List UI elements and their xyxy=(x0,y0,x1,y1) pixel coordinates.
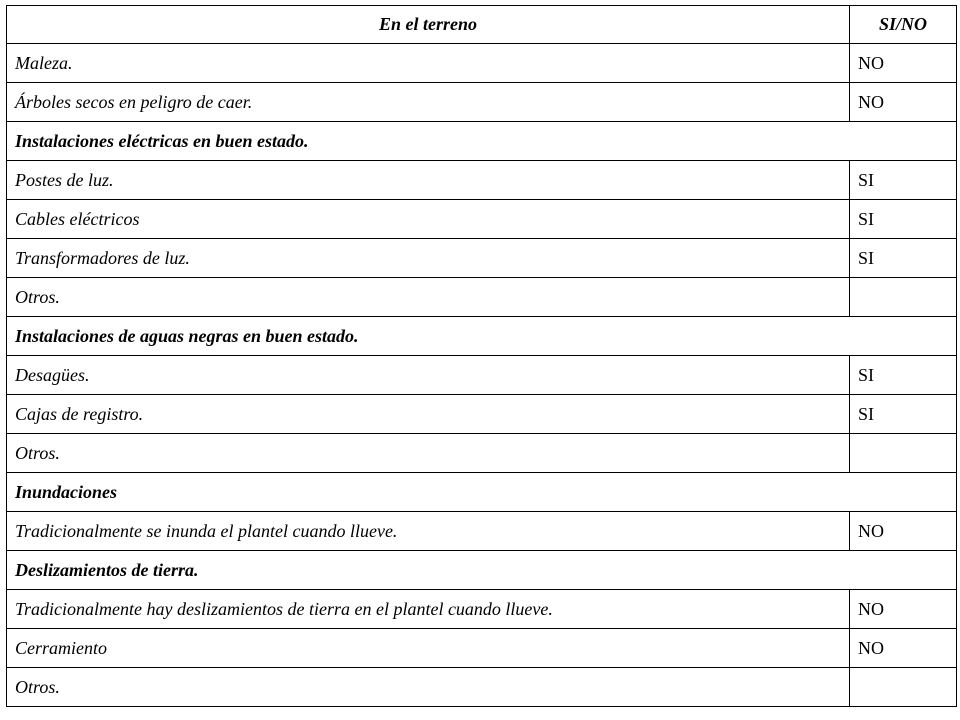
item-value: NO xyxy=(850,629,957,668)
item-label: Tradicionalmente se inunda el plantel cuando llueve. xyxy=(7,512,850,551)
item-value xyxy=(850,278,957,317)
item-value: NO xyxy=(850,590,957,629)
item-value: SI xyxy=(850,161,957,200)
table-row xyxy=(7,83,957,122)
table-row xyxy=(7,200,957,239)
item-label: Cerramiento xyxy=(7,629,850,668)
item-value xyxy=(850,434,957,473)
item-label: Transformadores de luz. xyxy=(7,239,850,278)
table-row xyxy=(7,668,957,707)
item-label: Tradicionalmente hay deslizamientos de tierra en el plantel cuando llueve. xyxy=(7,590,850,629)
item-value: NO xyxy=(850,83,957,122)
item-label: Otros. xyxy=(7,278,850,317)
section-row xyxy=(7,473,957,512)
item-label: Cajas de registro. xyxy=(7,395,850,434)
section-row xyxy=(7,122,957,161)
table-row xyxy=(7,629,957,668)
header-row xyxy=(7,6,957,44)
table-row xyxy=(7,161,957,200)
table-row xyxy=(7,44,957,83)
item-label: Otros. xyxy=(7,668,850,707)
table-row xyxy=(7,395,957,434)
section-label: Inundaciones xyxy=(7,473,957,512)
section-row xyxy=(7,317,957,356)
section-label: Instalaciones eléctricas en buen estado. xyxy=(7,122,957,161)
item-value: SI xyxy=(850,395,957,434)
item-label: Maleza. xyxy=(7,44,850,83)
table-row xyxy=(7,512,957,551)
section-label: Deslizamientos de tierra. xyxy=(7,551,957,590)
table-row xyxy=(7,278,957,317)
item-label: Postes de luz. xyxy=(7,161,850,200)
terrain-checklist-table xyxy=(6,5,957,707)
item-label: Desagües. xyxy=(7,356,850,395)
item-label: Otros. xyxy=(7,434,850,473)
header-terrain: En el terreno xyxy=(7,6,850,44)
item-value xyxy=(850,668,957,707)
table-row xyxy=(7,590,957,629)
header-si-no: SI/NO xyxy=(850,6,957,44)
item-value: SI xyxy=(850,356,957,395)
item-value: SI xyxy=(850,200,957,239)
item-value: NO xyxy=(850,44,957,83)
section-row xyxy=(7,551,957,590)
table-row xyxy=(7,356,957,395)
item-value: NO xyxy=(850,512,957,551)
item-label: Árboles secos en peligro de caer. xyxy=(7,83,850,122)
section-label: Instalaciones de aguas negras en buen estado. xyxy=(7,317,957,356)
item-value: SI xyxy=(850,239,957,278)
table-row xyxy=(7,239,957,278)
item-label: Cables eléctricos xyxy=(7,200,850,239)
table-row xyxy=(7,434,957,473)
